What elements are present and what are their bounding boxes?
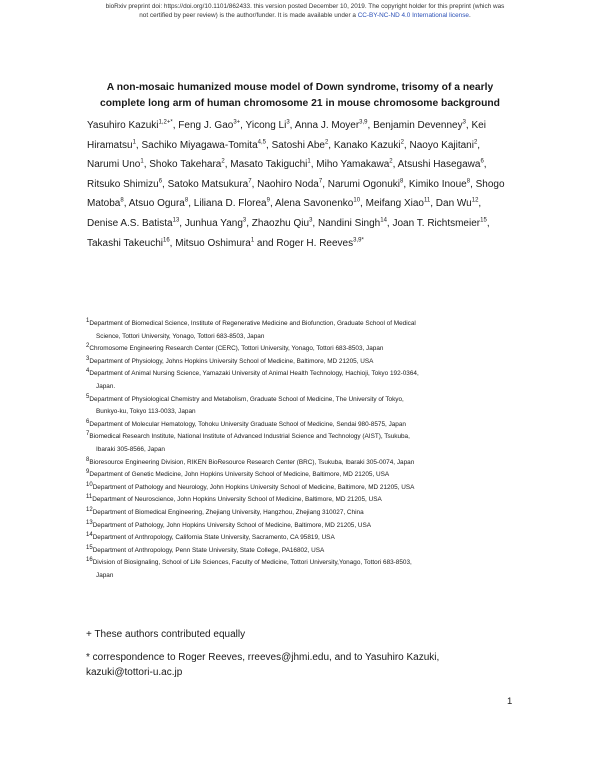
- affiliation-item: [86, 506, 526, 518]
- affiliation-item: [86, 481, 526, 493]
- paper-title: [60, 80, 540, 112]
- author-affiliation-marker: 1,2+*: [158, 119, 173, 126]
- affiliation-number: 1: [86, 317, 90, 324]
- affiliation-text: Department of Physiological Chemistry and Metabolism, Graduate School of Medicine, The University of Tokyo,: [89, 395, 404, 403]
- author-affiliation-marker: 6: [158, 178, 163, 185]
- affiliation-number: 2: [86, 343, 90, 350]
- correspondence-line-1: * correspondence to Roger Reeves, rreeves@jhmi.edu, and to Yasuhiro Kazuki,: [86, 652, 440, 663]
- author-affiliation-marker: 1: [140, 158, 144, 165]
- affiliation-number: 9: [86, 469, 90, 475]
- affiliation-text: Department of Biomedical Science, Institute of Regenerative Medicine and Biofunction, Graduate School of Medical: [89, 320, 416, 327]
- affiliation-item: [86, 418, 526, 430]
- author-affiliation-marker: 1: [307, 158, 311, 165]
- affiliation-text-continued: Japan: [96, 571, 114, 579]
- affiliation-item: [86, 355, 526, 367]
- author-affiliation-marker: 13: [172, 217, 180, 224]
- license-link[interactable]: CC-BY-NC-ND 4.0 International license: [357, 11, 469, 19]
- author-name: Alena Savonenko: [274, 198, 354, 210]
- affiliation-number: 16: [86, 557, 93, 564]
- affiliation-number: 12: [86, 506, 93, 513]
- affiliation-text: Department of Anthropology, California State University, Sacramento, CA 95819, USA: [92, 534, 335, 542]
- affiliation-item: [86, 519, 526, 531]
- author-affiliation-marker: 4,5: [257, 139, 266, 146]
- author-name: Miho Yamakawa: [316, 159, 390, 171]
- author-name: Meifang Xiao: [365, 198, 424, 210]
- affiliation-number: 14: [86, 531, 93, 538]
- author-name: Nandini Singh: [317, 217, 381, 229]
- affiliation-text-continued: Japan.: [96, 382, 116, 390]
- affiliation-text: Division of Biosignaling, School of Life Sciences, Faculty of Medicine, Tottori University,Yonago, Tottori 683-8503,: [92, 559, 412, 567]
- affiliation-item: [86, 471, 526, 480]
- author-affiliation-marker: 2: [221, 158, 225, 165]
- affiliation-number: 4: [86, 368, 90, 375]
- affiliation-number: 11: [86, 494, 93, 501]
- affiliation-text-continued: Science, Tottori University, Yonago, Tottori 683-8503, Japan: [96, 332, 265, 340]
- author-name: Zhaozhu Qiu: [251, 217, 310, 229]
- author-affiliation-marker: 2: [473, 139, 478, 146]
- author-name: Joan T. Richtsmeier: [392, 217, 481, 229]
- author-affiliation-marker: 7: [318, 178, 323, 185]
- author-name: Naoyo Kajitani: [409, 139, 474, 151]
- author-name: Satoko Matsukura: [167, 178, 249, 190]
- affiliation-text: Department of Anthropology, Penn State University, State College, PA16802, USA: [92, 546, 325, 554]
- affiliation-number: 10: [86, 481, 93, 488]
- author-affiliation-marker: 16: [162, 237, 170, 244]
- author-affiliation-marker: 3: [309, 217, 313, 224]
- author-name: Yasuhiro Kazuki: [87, 120, 159, 131]
- author-affiliation-marker: 9: [266, 198, 270, 205]
- title-line-1: A non-mosaic humanized mouse model of Down syndrome, trisomy of a nearly: [106, 82, 494, 93]
- affiliation-item: [86, 393, 526, 417]
- page-number: 1: [507, 696, 513, 707]
- author-name: Junhua Yang: [184, 217, 243, 229]
- affiliation-number: 5: [86, 393, 90, 400]
- author-affiliation-marker: 3: [462, 119, 466, 126]
- author-name: Sachiko Miyagawa-Tomita: [141, 139, 258, 151]
- affiliation-text-continued: Ibaraki 305-8566, Japan: [96, 445, 165, 453]
- author-affiliation-marker: 1: [250, 237, 255, 244]
- affiliation-text: Department of Pathology and Neurology, John Hopkins University School of Medicine, Baltimore, MD 21205, USA: [92, 483, 415, 491]
- author-affiliation-marker: 8: [184, 198, 189, 205]
- affiliation-number: 3: [86, 355, 90, 362]
- affiliation-item: [86, 496, 526, 505]
- affiliation-item: [86, 544, 526, 556]
- preprint-header: bioRxiv preprint doi: https://doi.org/10.1101/862433. this version posted December 10, 2019. The copyright holder for this preprint (which was not certified by peer review) is the author/funder. It is made available under a CC-BY-NC-ND 4.0 International license.: [105, 3, 505, 19]
- equal-contribution-note: + These authors contributed equally: [86, 629, 246, 640]
- affiliation-text: Chromosome Engineering Research Center (CERC), Tottori University, Yonago, Tottori 683-8503, Japan: [89, 345, 384, 353]
- author-affiliation-marker: 14: [380, 217, 387, 224]
- author-name: Takashi Takeuchi: [87, 237, 163, 249]
- title-line-2: complete long arm of human chromosome 21 in mouse chromosome background: [100, 98, 500, 109]
- author-name: Satoshi Abe: [271, 139, 325, 151]
- affiliation-text-continued: Bunkyo-ku, Tokyo 113-0033, Japan: [96, 408, 196, 416]
- affiliation-text: Department of Pathology, John Hopkins University School of Medicine, Baltimore, MD 21205, USA: [92, 521, 372, 529]
- author-affiliation-marker: 10: [353, 198, 361, 205]
- author-notes: [86, 628, 526, 680]
- affiliation-item: [86, 370, 526, 391]
- affiliation-item: [86, 345, 526, 354]
- author-name: Ritsuko Shimizu: [87, 178, 159, 190]
- author-affiliation-marker: 8: [400, 178, 404, 185]
- author-name: Denise A.S. Batista: [87, 217, 173, 229]
- affiliation-item: [86, 317, 526, 341]
- author-name: Yicong Li: [245, 120, 287, 131]
- correspondence-note: [86, 650, 526, 680]
- author-affiliation-marker: 7: [248, 178, 252, 185]
- author-name: Narumi Ogonuki: [327, 178, 401, 190]
- affiliation-text: Biomedical Research Institute, National Institute of Advanced Industrial Science and Technology (AIST), Tsukuba,: [89, 433, 410, 441]
- author-name: Atsushi Hasegawa: [397, 159, 481, 171]
- affiliation-number: 6: [86, 418, 90, 425]
- affiliation-text: Bioresource Engineering Division, RIKEN BioResource Research Center (BRC), Tsukuba, Ibaraki 305-0074, Japan: [89, 458, 415, 466]
- header-version-text: . this version posted December 10, 2019. The copyright holder for this preprint (which was: [250, 3, 505, 10]
- author-affiliation-marker: 2: [400, 139, 404, 146]
- author-affiliation-marker: 2: [389, 158, 393, 165]
- author-affiliation-marker: 3,9*: [353, 237, 364, 244]
- author-name: Mitsuo Oshimura: [175, 237, 251, 249]
- correspondence-line-2: kazuki@tottori-u.ac.jp: [86, 667, 183, 678]
- author-affiliation-marker: 3+: [233, 119, 241, 126]
- author-affiliation-marker: 2: [324, 139, 329, 146]
- author-affiliation-marker: 1: [132, 139, 136, 146]
- author-name: Kei Hiramatsu: [87, 120, 486, 151]
- author-name: Masato Takiguchi: [230, 159, 308, 171]
- author-name: Kimiko Inoue: [408, 178, 467, 190]
- affiliation-item: [86, 456, 526, 468]
- author-affiliation-marker: 3: [242, 217, 247, 224]
- author-name: Kanako Kazuki: [333, 139, 401, 151]
- author-affiliation-marker: 12: [471, 198, 479, 205]
- author-name: Feng J. Gao: [178, 120, 234, 131]
- author-name: Atsuo Ogura: [128, 198, 185, 210]
- author-affiliation-marker: 8: [466, 178, 471, 185]
- affiliation-text: Department of Molecular Hematology, Tohoku University Graduate School of Medicine, Sendai 980-8575, Japan: [89, 420, 406, 428]
- affiliation-item: [86, 531, 526, 543]
- affiliation-item: [86, 559, 526, 580]
- author-name: Narumi Uno: [87, 159, 141, 171]
- author-name: Dan Wu: [435, 198, 472, 210]
- affiliation-item: [86, 433, 526, 454]
- header-doi[interactable]: bioRxiv preprint doi: https://doi.org/10.1101/862433: [105, 3, 251, 10]
- affiliation-number: 8: [86, 456, 90, 463]
- author-name: Anna J. Moyer: [294, 120, 360, 131]
- author-name: Roger H. Reeves: [276, 237, 354, 249]
- affiliation-list: [86, 317, 526, 584]
- author-affiliation-marker: 3: [286, 119, 290, 126]
- author-name: Benjamin Devenney: [373, 120, 463, 131]
- author-name: Liliana D. Florea: [193, 198, 267, 210]
- author-name: Naohiro Noda: [257, 178, 319, 190]
- author-list: Yasuhiro Kazuki$^{1,2+*}$, Feng J. Gao$^{3+}$, Yicong Li$^3$, Anna J. Moyer$^{3,9}$, Benjamin Devenney$^3$, Kei Hiramatsu$^1$, Sachiko Miyagawa-Tomita$^{4,5}$, Satoshi Abe$^2$, Kanako Kazuki$^2$, Naoyo Kajitani$^2$, Narumi Uno$^1$, Shoko Takehara$^2$, Masato Takiguchi$^1$, Miho Yamakawa$^2$, Atsushi Hasegawa$^6$, Ritsuko Shimizu$^6$, Satoko Matsukura$^7$, Naohiro Noda$^7$, Narumi Ogonuki$^8$, Kimiko Inoue$^8$, Shogo Matoba$^8$, Atsuo Ogura$^8$, Liliana D. Florea$^9$, Alena Savonenko$^{10}$, Meifang Xiao$^{11}$, Dan Wu$^{12}$, Denise A.S. Batista$^{13}$, Junhua Yang$^3$, Zhaozhu Qiu$^3$, Nandini Singh$^{14}$, Joan T. Richtsmeier$^{15}$, Takashi Takeuchi$^{16}$, Mitsuo Oshimura$^1$ and Roger H. Reeves$^{3,9*}$: [87, 119, 505, 249]
- affiliation-number: 15: [86, 544, 93, 551]
- affiliation-text: Department of Physiology, Johns Hopkins University School of Medicine, Baltimore, MD 21205, USA: [89, 357, 374, 365]
- author-affiliation-marker: 6: [480, 158, 484, 165]
- affiliation-text: Department of Genetic Medicine, John Hopkins University School of Medicine, Baltimore, MD 21205, USA: [89, 471, 390, 479]
- author-name: Shoko Takehara: [149, 159, 222, 171]
- header-certification-text: not certified by peer review) is the author/funder. It is made available under a: [139, 11, 358, 19]
- author-affiliation-marker: 3,9: [359, 119, 368, 126]
- affiliation-text: Department of Animal Nursing Science, Yamazaki University of Animal Health Technology, Hachioji, Tokyo 192-0364,: [89, 370, 419, 378]
- affiliation-text: Department of Neuroscience, John Hopkins University School of Medicine, Baltimore, MD 21205, USA: [92, 496, 382, 504]
- author-name: Shogo Matoba: [87, 178, 505, 210]
- author-affiliation-marker: 11: [423, 198, 431, 205]
- affiliation-number: 13: [86, 519, 93, 526]
- author-affiliation-marker: 15: [480, 217, 487, 224]
- author-affiliation-marker: 8: [120, 198, 124, 205]
- affiliation-number: 7: [86, 431, 90, 438]
- affiliation-text: Department of Biomedical Engineering, Zhejiang University, Hangzhou, Zhejiang 310027, China: [92, 508, 364, 516]
